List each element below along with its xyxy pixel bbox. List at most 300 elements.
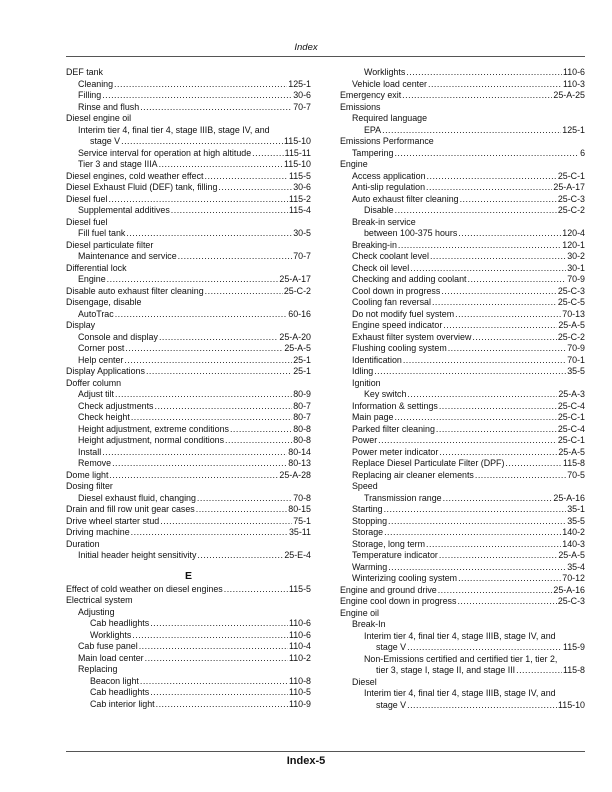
index-heading — [340, 631, 585, 643]
index-page-ref[interactable]: 120-4 — [562, 228, 585, 238]
index-entry[interactable] — [66, 493, 311, 505]
index-page-ref[interactable]: 70-1 — [567, 354, 585, 365]
index-entry[interactable] — [340, 470, 585, 482]
dot-leader — [406, 67, 562, 79]
dot-leader — [126, 228, 292, 240]
index-page-ref[interactable]: 115-5 — [288, 170, 311, 181]
index-page-ref[interactable]: 70-9 — [567, 274, 585, 284]
index-entry[interactable] — [340, 90, 585, 102]
index-page-ref[interactable]: 115-11 — [284, 147, 311, 158]
index-page-ref[interactable]: 115-2 — [288, 193, 311, 204]
index-entry-text: Adjusting — [78, 606, 115, 617]
index-page-ref[interactable]: 35-5 — [567, 366, 585, 376]
index-page-ref[interactable]: 60-16 — [288, 308, 311, 319]
index-entry-text: Cool down in progress — [352, 285, 441, 296]
index-page-ref[interactable]: 110-5 — [288, 687, 311, 697]
index-entry-text: Do not modify fuel system — [352, 308, 455, 319]
index-entry-text: Auto exhaust filter cleaning — [352, 193, 459, 204]
index-page-ref[interactable]: 25-C-2 — [557, 205, 585, 215]
dot-leader — [395, 205, 557, 217]
dot-leader — [159, 332, 278, 344]
index-entry-text: Emergency exit — [340, 90, 402, 100]
index-entry-text: Height adjustment, extreme conditions — [78, 423, 229, 434]
index-page-ref[interactable]: 35-11 — [288, 527, 311, 537]
index-entry[interactable] — [340, 493, 585, 505]
index-entry-text: stage V — [376, 642, 407, 652]
dot-leader — [388, 516, 566, 528]
dot-leader — [154, 401, 292, 413]
dot-leader — [102, 90, 292, 102]
index-entry[interactable] — [66, 171, 311, 183]
index-entry-text: stage V — [90, 136, 121, 146]
index-page-ref[interactable]: 25-A-5 — [558, 446, 585, 457]
index-page-ref[interactable]: 140-3 — [562, 538, 585, 549]
index-entry-text: Dome light — [66, 469, 109, 480]
index-entry-text: Engine speed indicator — [352, 320, 443, 330]
dot-leader — [467, 274, 566, 286]
index-entry[interactable] — [66, 251, 311, 263]
dot-leader — [407, 389, 557, 401]
index-entry[interactable] — [340, 148, 585, 160]
index-entry[interactable] — [66, 653, 311, 665]
index-entry[interactable] — [66, 366, 311, 378]
index-entry-text: Service interval for operation at high altitude — [78, 147, 252, 158]
index-heading — [66, 125, 311, 137]
dot-leader — [108, 194, 288, 206]
index-page-ref[interactable]: 30-5 — [293, 228, 311, 238]
index-entry[interactable] — [66, 148, 311, 160]
index-entry-text: Engine — [340, 159, 368, 169]
dot-leader — [439, 447, 557, 459]
index-entry-text: Non-Emissions certified and certified tier 1, tier 2, — [364, 653, 558, 664]
index-entry-text: Diesel exhaust fluid, changing — [78, 492, 196, 503]
dot-leader — [448, 343, 567, 355]
index-entry-text: Warming — [352, 561, 388, 572]
index-entry[interactable] — [340, 297, 585, 309]
index-entry[interactable] — [66, 584, 311, 596]
index-page-ref[interactable]: 30-6 — [293, 90, 311, 100]
index-page-ref[interactable]: 25-C-1 — [557, 435, 585, 445]
index-page-ref[interactable]: 125-1 — [562, 124, 585, 135]
index-heading — [66, 664, 311, 676]
index-entry[interactable] — [66, 447, 311, 459]
dot-leader — [139, 641, 288, 653]
index-entry-text: Engine — [78, 274, 106, 284]
index-entry[interactable] — [340, 171, 585, 183]
index-entry[interactable] — [66, 435, 311, 447]
index-entry[interactable] — [340, 274, 585, 286]
index-page-ref[interactable]: 115-10 — [558, 699, 585, 710]
dot-leader — [121, 136, 283, 148]
index-entry-text: Replacing air cleaner elements — [352, 469, 474, 480]
index-heading — [340, 102, 585, 114]
index-page-ref[interactable]: 25-A-5 — [558, 550, 585, 560]
index-entry[interactable] — [340, 573, 585, 585]
index-entry[interactable] — [66, 630, 311, 642]
index-page-ref[interactable]: 25-A-28 — [279, 469, 311, 480]
index-entry-text: Storage — [352, 527, 384, 537]
index-page-ref[interactable]: 115-4 — [288, 205, 311, 215]
index-entry-text: Emissions Performance — [340, 136, 434, 146]
index-page-ref[interactable]: 25-A-17 — [553, 182, 585, 192]
index-entry-text: Exhaust filter system overview — [352, 331, 472, 342]
index-entry[interactable] — [340, 228, 585, 240]
index-page-ref[interactable]: 80-9 — [293, 389, 311, 399]
index-page-ref[interactable]: 80-15 — [288, 504, 311, 514]
dot-leader — [457, 596, 556, 608]
index-page-ref[interactable]: 25-C-4 — [557, 400, 585, 411]
index-heading — [66, 240, 311, 252]
index-heading — [340, 378, 585, 390]
index-entry[interactable] — [66, 527, 311, 539]
index-entry-text: Stopping — [352, 515, 388, 526]
dot-leader — [516, 665, 562, 677]
index-entry[interactable] — [66, 159, 311, 171]
index-page-ref[interactable]: 70-9 — [567, 343, 585, 353]
index-entry-text: stage V — [376, 699, 407, 710]
index-entry[interactable] — [66, 343, 311, 355]
index-entry-text: Drive wheel starter stud — [66, 515, 160, 526]
index-entry[interactable] — [66, 504, 311, 516]
index-entry[interactable] — [66, 102, 311, 114]
dot-leader — [374, 366, 566, 378]
index-page-ref[interactable]: 35-5 — [567, 515, 585, 526]
index-heading — [66, 378, 311, 390]
index-heading — [340, 677, 585, 689]
index-page-ref[interactable]: 25-A-17 — [279, 274, 311, 284]
dot-leader — [439, 550, 558, 562]
dot-leader — [439, 401, 557, 413]
dot-leader — [252, 148, 284, 160]
index-page-ref[interactable]: 75-1 — [293, 515, 311, 526]
index-entry[interactable] — [66, 228, 311, 240]
index-page-ref[interactable]: 80-8 — [293, 435, 311, 445]
dot-leader — [427, 171, 557, 183]
index-entry[interactable] — [66, 194, 311, 206]
page-header: Index — [294, 42, 318, 53]
index-entry[interactable] — [340, 332, 585, 344]
index-page-ref[interactable]: 110-4 — [288, 641, 311, 651]
index-entry-text: Disable — [364, 205, 394, 215]
index-entry[interactable] — [340, 401, 585, 413]
index-page-ref[interactable]: 115-9 — [562, 642, 585, 652]
index-entry[interactable] — [340, 700, 585, 712]
index-entry[interactable] — [340, 389, 585, 401]
index-entry[interactable] — [340, 263, 585, 275]
index-page-ref[interactable]: 115-10 — [284, 136, 311, 146]
index-page-ref[interactable]: 25-1 — [293, 366, 311, 376]
footer-divider — [66, 751, 585, 752]
index-entry[interactable] — [340, 366, 585, 378]
index-entry-text: Worklights — [90, 629, 132, 640]
dot-leader — [224, 584, 288, 596]
index-section-letter: E — [184, 569, 192, 582]
dot-leader — [388, 562, 566, 574]
index-page-ref[interactable]: 25-C-2 — [283, 285, 311, 296]
index-entry-text: Main page — [352, 412, 394, 422]
index-entry[interactable] — [340, 67, 585, 79]
index-page-ref[interactable]: 35-4 — [567, 561, 585, 572]
index-entry[interactable] — [340, 516, 585, 528]
index-page-ref[interactable]: 110-6 — [562, 67, 585, 77]
index-entry[interactable] — [66, 136, 311, 148]
dot-leader — [140, 102, 292, 114]
index-page-ref[interactable]: 70-7 — [293, 101, 311, 112]
index-entry[interactable] — [66, 182, 311, 194]
index-heading — [340, 136, 585, 148]
index-page-ref[interactable]: 25-A-5 — [558, 320, 585, 330]
index-entry-text: Doffer column — [66, 377, 122, 388]
index-entry[interactable] — [66, 332, 311, 344]
dot-leader — [156, 699, 288, 711]
index-heading — [66, 113, 311, 125]
index-page-ref[interactable]: 25-C-2 — [557, 331, 585, 342]
index-entry-text: Filling — [78, 90, 102, 100]
index-page-ref[interactable]: 35-1 — [567, 504, 585, 514]
dot-leader — [131, 412, 292, 424]
index-entry[interactable] — [340, 447, 585, 459]
dot-leader — [145, 653, 288, 665]
dot-leader — [407, 642, 562, 654]
index-entry[interactable] — [66, 355, 311, 367]
index-entry[interactable] — [66, 286, 311, 298]
index-entry[interactable] — [340, 665, 585, 677]
index-entry-text: Cooling fan reversal — [352, 297, 431, 307]
dot-leader — [140, 676, 288, 688]
index-page-ref[interactable]: 110-8 — [288, 675, 311, 686]
index-entry-text: Power meter indicator — [352, 446, 439, 457]
dot-leader — [443, 320, 557, 332]
index-entry-text: Corner post — [78, 343, 125, 353]
index-heading — [66, 217, 311, 229]
index-entry-text: Engine and ground drive — [340, 584, 437, 595]
index-page-ref[interactable]: 110-6 — [288, 629, 311, 640]
index-page-ref[interactable]: 70-5 — [567, 469, 585, 480]
index-page-ref[interactable]: 80-13 — [288, 458, 311, 468]
index-page-ref[interactable]: 25-A-20 — [279, 331, 311, 342]
dot-leader — [205, 286, 283, 298]
index-entry[interactable] — [340, 240, 585, 252]
index-entry[interactable] — [340, 458, 585, 470]
index-entry[interactable] — [340, 194, 585, 206]
index-page-ref[interactable]: 115-10 — [284, 159, 311, 169]
index-entry[interactable] — [340, 320, 585, 332]
index-entry[interactable] — [66, 79, 311, 91]
index-page-ref[interactable]: 30-1 — [567, 262, 585, 273]
index-page-ref[interactable]: 25-A-25 — [553, 90, 585, 100]
index-page-ref[interactable]: 110-6 — [288, 618, 311, 628]
index-column-right — [340, 67, 585, 711]
index-entry[interactable] — [340, 435, 585, 447]
index-entry-text: Diesel fuel — [66, 193, 108, 204]
index-heading — [66, 297, 311, 309]
index-page-ref[interactable]: 25-A-5 — [284, 343, 311, 353]
index-page-ref[interactable]: 80-14 — [288, 446, 311, 457]
index-entry-text: Speed — [352, 481, 378, 491]
index-entry-text: Electrical system — [66, 595, 133, 605]
index-entry[interactable] — [340, 550, 585, 562]
index-heading — [340, 481, 585, 493]
dot-leader — [132, 630, 288, 642]
index-entry-text: Help center — [78, 354, 124, 365]
index-entry[interactable] — [66, 699, 311, 711]
index-entry[interactable] — [66, 309, 311, 321]
index-page-ref[interactable]: 115-5 — [288, 583, 311, 594]
dot-leader — [410, 263, 566, 275]
index-entry[interactable] — [340, 286, 585, 298]
index-page-ref[interactable]: 30-2 — [567, 251, 585, 261]
index-page-ref[interactable]: 25-A-16 — [553, 492, 585, 503]
index-page-ref[interactable]: 25-C-3 — [557, 596, 585, 606]
index-entry-text: Check coolant level — [352, 251, 429, 261]
index-page-ref[interactable]: 25-C-4 — [557, 423, 585, 434]
index-entry[interactable] — [66, 401, 311, 413]
index-entry-text: Emissions — [340, 101, 381, 112]
index-entry[interactable] — [340, 412, 585, 424]
index-page-ref[interactable]: 25-C-3 — [557, 193, 585, 204]
index-entry[interactable] — [340, 504, 585, 516]
index-entry[interactable] — [340, 309, 585, 321]
index-page-ref[interactable]: 70-8 — [293, 492, 311, 503]
index-entry-text: Parked filter cleaning — [352, 423, 435, 434]
index-entry[interactable] — [340, 182, 585, 194]
dot-leader — [426, 182, 552, 194]
index-heading — [340, 217, 585, 229]
index-entry-text: Install — [78, 446, 102, 457]
index-entry[interactable] — [340, 125, 585, 137]
dot-leader — [402, 90, 552, 102]
index-page-ref[interactable]: 115-8 — [562, 665, 585, 675]
index-page-ref[interactable]: 80-7 — [293, 412, 311, 422]
index-entry-text: Access application — [352, 170, 426, 181]
index-entry-text: Diesel — [352, 676, 377, 687]
dot-leader — [455, 309, 561, 321]
index-entry-text: Break-in service — [352, 216, 416, 227]
index-entry[interactable] — [66, 516, 311, 528]
index-entry-text: Engine oil — [340, 607, 379, 618]
index-entry-text: Fill fuel tank — [78, 228, 126, 238]
index-page-ref[interactable]: 80-8 — [293, 423, 311, 434]
index-entry-text: Winterizing cooling system — [352, 573, 458, 583]
index-entry-text: Power — [352, 435, 378, 445]
dot-leader — [407, 700, 557, 712]
index-entry[interactable] — [66, 676, 311, 688]
index-page-ref[interactable]: 25-C-5 — [557, 297, 585, 307]
index-page-ref[interactable]: 25-E-4 — [284, 550, 311, 560]
index-entry[interactable] — [340, 79, 585, 91]
dot-leader — [505, 458, 562, 470]
index-entry[interactable] — [66, 470, 311, 482]
index-entry[interactable] — [340, 539, 585, 551]
index-entry-text: Supplemental additives — [78, 205, 170, 215]
index-entry-text: Temperature indicator — [352, 550, 438, 560]
index-entry[interactable] — [340, 251, 585, 263]
index-entry[interactable] — [340, 596, 585, 608]
index-entry[interactable] — [340, 424, 585, 436]
index-entry-text: Diesel particulate filter — [66, 239, 154, 250]
index-entry[interactable] — [66, 641, 311, 653]
index-page-ref[interactable]: 70-12 — [562, 573, 585, 583]
index-entry-text: Diesel engines, cold weather effect — [66, 170, 204, 181]
index-entry-text: EPA — [364, 124, 382, 135]
index-entry-text: Replace Diesel Particulate Filter (DPF) — [352, 458, 505, 468]
index-entry[interactable] — [66, 550, 311, 562]
index-entry-text: Breaking-in — [352, 239, 397, 250]
index-entry-text: tier 3, stage I, stage II, and stage III — [376, 665, 516, 675]
index-entry-text: Interim tier 4, final tier 4, stage IIIB, stage IV, and — [364, 688, 556, 698]
index-entry-text: DEF tank — [66, 67, 103, 77]
index-entry[interactable] — [66, 424, 311, 436]
index-page-ref[interactable]: 25-C-1 — [557, 412, 585, 422]
index-entry-text: Rinse and flush — [78, 101, 140, 112]
index-page-ref[interactable]: 80-7 — [293, 400, 311, 411]
index-entry[interactable] — [340, 355, 585, 367]
index-page-ref[interactable]: 25-C-3 — [557, 285, 585, 296]
dot-leader — [107, 274, 279, 286]
index-entry[interactable] — [66, 205, 311, 217]
index-entry-text: Break-In — [352, 619, 386, 629]
index-entry[interactable] — [340, 343, 585, 355]
index-heading — [66, 481, 311, 493]
index-page-ref[interactable]: 140-2 — [562, 527, 585, 537]
index-page-ref[interactable]: 25-A-3 — [558, 389, 585, 399]
dot-leader — [475, 470, 566, 482]
index-page-ref[interactable]: 70-13 — [562, 308, 585, 319]
index-page-ref[interactable]: 6 — [580, 147, 585, 158]
dot-leader — [432, 297, 557, 309]
index-entry[interactable] — [66, 412, 311, 424]
dot-leader — [102, 447, 287, 459]
dot-leader — [403, 355, 566, 367]
index-page-ref[interactable]: 110-2 — [288, 652, 311, 663]
index-entry-text: Engine cool down in progress — [340, 596, 457, 606]
index-entry[interactable] — [66, 90, 311, 102]
index-entry[interactable] — [66, 274, 311, 286]
dot-leader — [124, 355, 292, 367]
index-entry[interactable] — [340, 585, 585, 597]
index-entry-text: Flushing cooling system — [352, 343, 447, 353]
dot-leader — [218, 182, 292, 194]
index-entry[interactable] — [66, 618, 311, 630]
index-page-ref[interactable]: 25-A-16 — [553, 584, 585, 595]
index-page-ref[interactable]: 110-9 — [288, 698, 311, 709]
index-entry[interactable] — [66, 389, 311, 401]
index-page-ref[interactable]: 115-8 — [562, 458, 585, 468]
index-entry[interactable] — [340, 205, 585, 217]
dot-leader — [160, 516, 292, 528]
index-entry-text: Display Applications — [66, 366, 145, 376]
dot-leader — [230, 424, 292, 436]
dot-leader — [150, 687, 288, 699]
index-page-ref[interactable]: 70-7 — [293, 251, 311, 261]
index-page-ref[interactable]: 110-3 — [562, 78, 585, 89]
index-page-ref[interactable]: 125-1 — [288, 78, 311, 89]
index-entry-text: Driving machine — [66, 527, 130, 537]
index-page-ref[interactable]: 120-1 — [562, 239, 585, 250]
index-entry-text: Console and display — [78, 331, 158, 342]
index-entry[interactable] — [66, 458, 311, 470]
index-page-ref[interactable]: 25-1 — [293, 354, 311, 365]
index-page-ref[interactable]: 25-C-1 — [557, 170, 585, 181]
index-entry-text: Storage, long term — [352, 538, 426, 549]
index-entry[interactable] — [340, 527, 585, 539]
index-entry[interactable] — [340, 562, 585, 574]
index-page-ref[interactable]: 30-6 — [293, 182, 311, 192]
dot-leader — [458, 573, 561, 585]
index-entry-text: Ignition — [352, 377, 381, 388]
index-entry[interactable] — [340, 642, 585, 654]
index-entry[interactable] — [66, 687, 311, 699]
